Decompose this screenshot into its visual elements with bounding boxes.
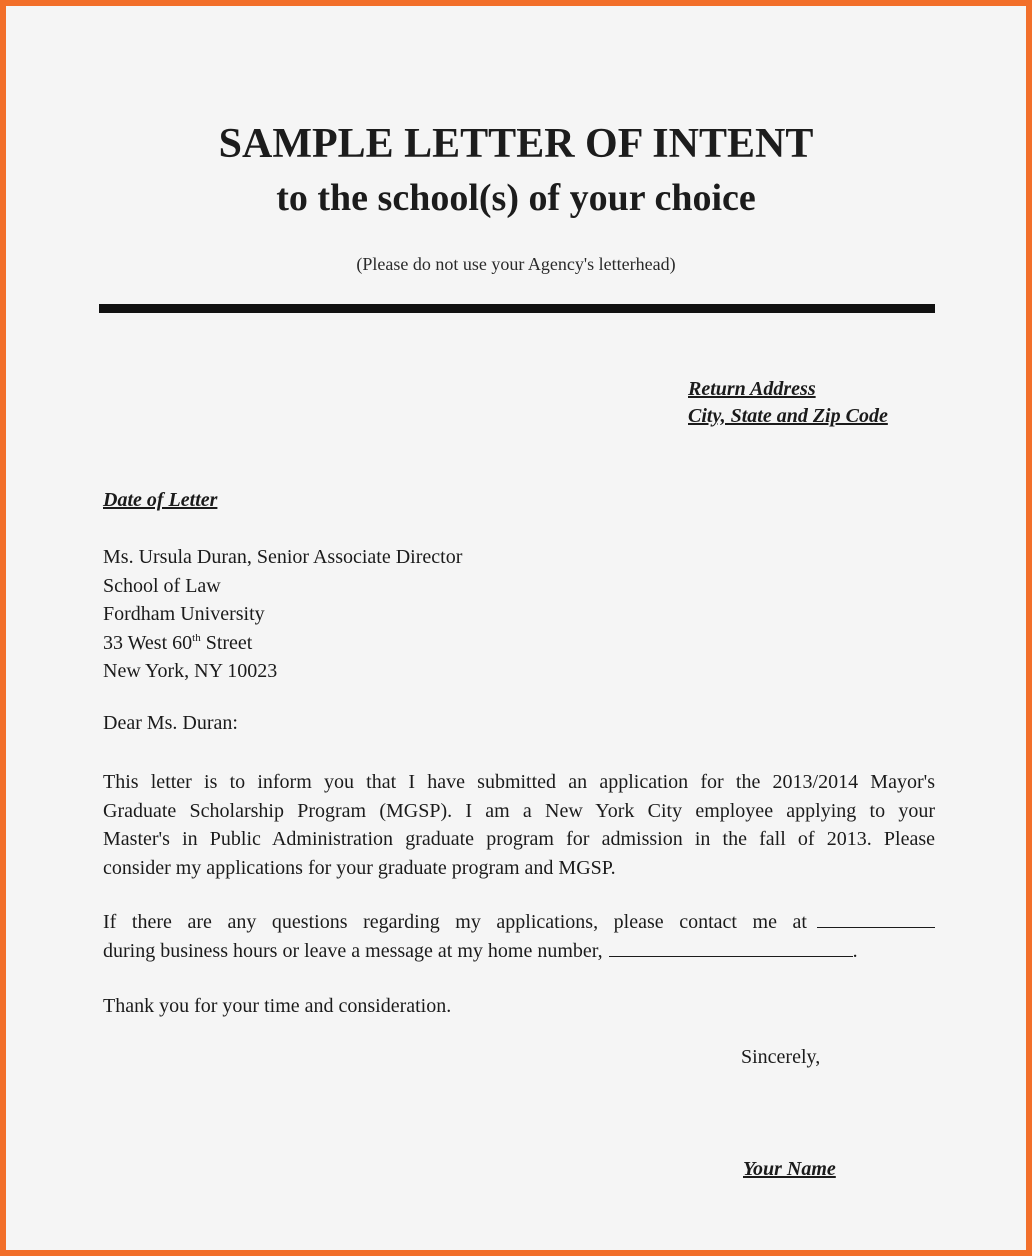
letter-title: SAMPLE LETTER OF INTENT xyxy=(218,121,814,167)
paragraph-2-line-1 xyxy=(103,908,935,937)
home-number-text: during business hours or leave a message at my home number, xyxy=(103,939,603,962)
paragraph-line: consider my applications for your graduate program and MGSP. xyxy=(103,856,616,879)
paragraph-line: Master's in Public Administration graduate program for admission in the fall of 2013. Please xyxy=(103,828,935,850)
recipient-address xyxy=(103,543,462,686)
return-address-line2: City, State and Zip Code xyxy=(688,405,888,427)
return-address-line1: Return Address xyxy=(688,378,816,400)
recipient-city: New York, NY 10023 xyxy=(103,660,278,682)
paragraph-2-line-2 xyxy=(103,937,935,966)
paragraph-line: Graduate Scholarship Program (MGSP). I am a New York City employee applying to your xyxy=(103,799,935,822)
salutation: Dear Ms. Duran: xyxy=(103,712,238,734)
recipient-street xyxy=(103,629,462,658)
home-number-blank xyxy=(609,938,853,957)
signature-name: Your Name xyxy=(743,1158,836,1180)
paragraph-line: This letter is to inform you that I have submitted an application for the 2013/2014 Mayor's xyxy=(103,771,935,793)
return-address xyxy=(688,376,888,430)
street-prefix: 33 West 60 xyxy=(103,631,193,654)
contact-text: If there are any questions regarding my applications, please contact me at xyxy=(103,911,807,933)
body-paragraph-2 xyxy=(103,908,935,965)
body-paragraph-1 xyxy=(103,768,935,882)
recipient-name: Ms. Ursula Duran, Senior Associate Director xyxy=(103,546,463,568)
recipient-institution: Fordham University xyxy=(103,603,265,625)
period: . xyxy=(852,939,858,962)
contact-blank xyxy=(817,909,935,928)
letter-subtitle: to the school(s) of your choice xyxy=(276,177,756,219)
body-paragraph-3: Thank you for your time and consideration. xyxy=(103,995,452,1017)
street-ordinal: th xyxy=(192,631,201,644)
header-divider xyxy=(99,304,935,313)
closing: Sincerely, xyxy=(741,1046,821,1068)
date-of-letter: Date of Letter xyxy=(103,489,218,511)
recipient-department: School of Law xyxy=(103,574,221,597)
street-suffix: Street xyxy=(200,631,253,654)
letterhead-note: (Please do not use your Agency's letterhead) xyxy=(356,254,676,274)
